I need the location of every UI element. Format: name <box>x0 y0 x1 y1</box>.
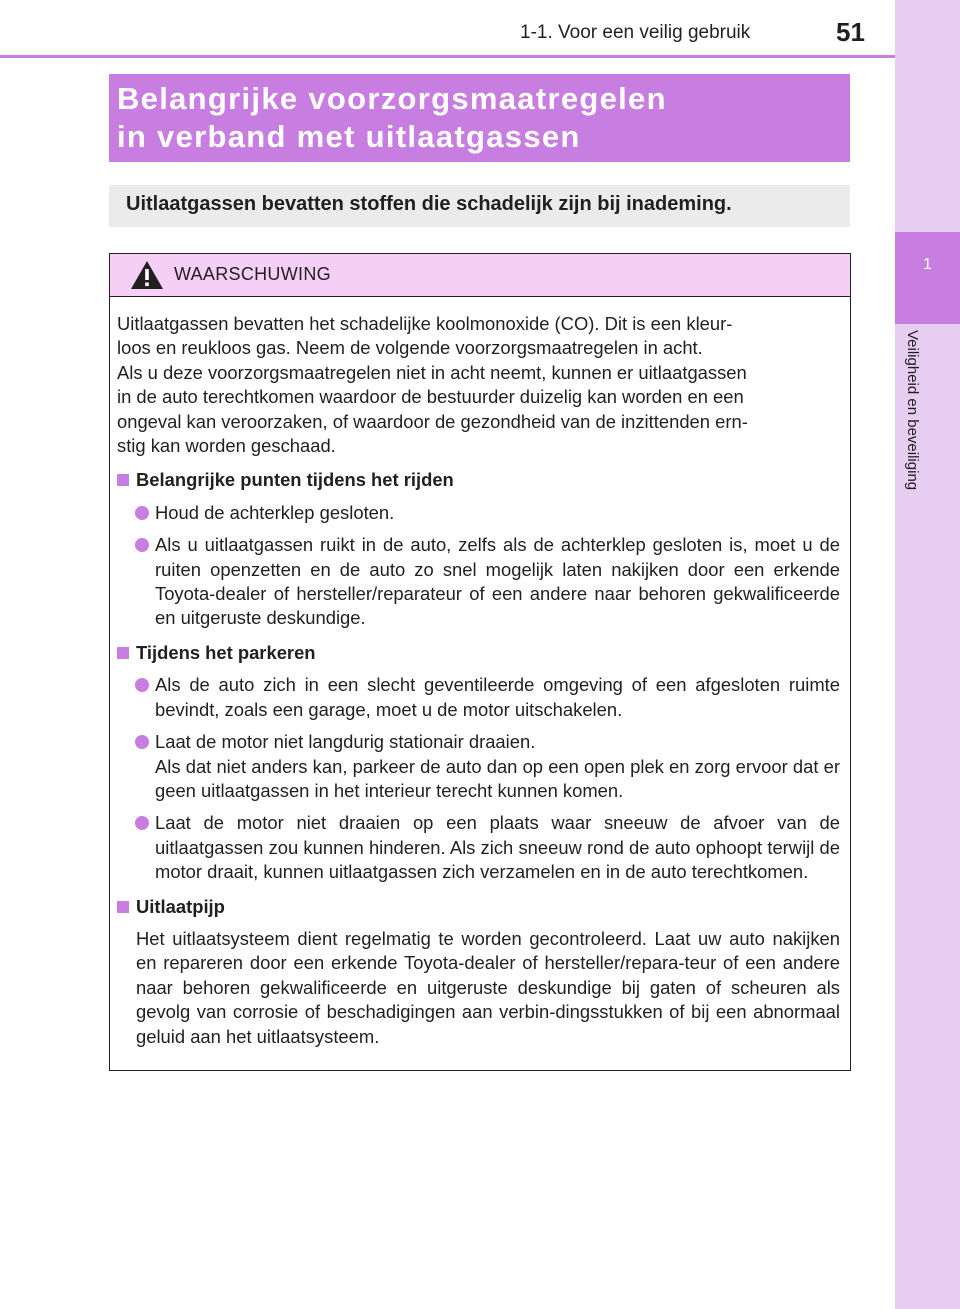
chapter-title: Veiligheid en beveiliging <box>904 330 921 491</box>
section-heading <box>117 641 840 665</box>
side-band <box>895 0 960 1309</box>
section-heading-text: Uitlaatpijp <box>136 895 225 917</box>
page-title <box>117 80 837 156</box>
section-heading <box>117 895 840 919</box>
list-item-text: Laat de motor niet draaien op een plaats waar sneeuw de afvoer van de uitlaatgassen zou kunnen hinderen. Als zich sneeuw rond de auto ophoopt terwijl de motor draait, kunnen uitlaatgassen zich verzamelen en in de auto terechtkomen. <box>155 812 840 883</box>
list-item <box>117 501 840 525</box>
list-item-text: Laat de motor niet langdurig stationair draaien. <box>155 731 536 753</box>
header-divider <box>0 55 895 58</box>
intro-line: in de auto terechtkomen waardoor de bestuurder duizelig kan worden en een <box>117 386 744 408</box>
page-number: 51 <box>836 17 865 47</box>
intro-text: Uitlaatgassen bevatten stoffen die schadelijk zijn bij inademing. <box>126 193 732 215</box>
chapter-label <box>901 330 923 560</box>
section-text: Het uitlaatsysteem dient regelmatig te worden gecontroleerd. Laat uw auto nakijken en repareren door een erkende Toyota-dealer of hersteller/repara-teur of een andere naar behoren gekwalificeerde en uitgeruste deskundige bij gaten of scheuren als gevolg van corrosie of beschadigingen aan verbin-dingsstukken of bij een abnormaal geluid aan het uitlaatsysteem. <box>136 927 840 1047</box>
list-item <box>117 533 840 631</box>
chapter-number: 1 <box>923 256 932 273</box>
title-line-2: in verband met uitlaatgassen <box>117 119 581 154</box>
square-bullet-icon <box>117 474 129 486</box>
list-item-text: Als de auto zich in een slecht geventileerde omgeving of een afgesloten ruimte bevindt, zoals een garage, moet u de motor uitschakelen. <box>155 674 840 720</box>
warning-header <box>110 254 850 297</box>
section-heading-text: Belangrijke punten tijdens het rijden <box>136 469 454 491</box>
list-item <box>117 811 840 884</box>
round-bullet-icon <box>135 816 149 830</box>
section-heading-text: Tijdens het parkeren <box>136 641 316 663</box>
round-bullet-icon <box>135 678 149 692</box>
warning-box <box>109 253 851 1071</box>
warning-label: WAARSCHUWING <box>174 264 331 284</box>
list-item <box>117 673 840 722</box>
intro-line: Uitlaatgassen bevatten het schadelijke koolmonoxide (CO). Dit is een kleur- <box>117 313 733 334</box>
round-bullet-icon <box>135 538 149 552</box>
warning-triangle-icon <box>130 260 164 290</box>
section-title: 1-1. Voor een veilig gebruik <box>520 22 751 43</box>
intro-line: loos en reukloos gas. Neem de volgende voorzorgsmaatregelen in acht. <box>117 337 703 359</box>
title-line-1: Belangrijke voorzorgsmaatregelen <box>117 81 667 116</box>
warning-intro <box>117 312 840 458</box>
intro-line: Als u deze voorzorgsmaatregelen niet in acht neemt, kunnen er uitlaatgassen <box>117 361 747 383</box>
warning-body <box>117 312 840 1049</box>
chapter-tab <box>895 232 960 324</box>
round-bullet-icon <box>135 735 149 749</box>
list-item <box>117 730 840 803</box>
section-heading <box>117 468 840 492</box>
list-item-text: Houd de achterklep gesloten. <box>155 501 395 523</box>
intro-line: stig kan worden geschaad. <box>117 435 336 457</box>
list-item-extra-text: Als dat niet anders kan, parkeer de auto dan op een open plek en zorg ervoor dat er geen uitlaatgassen in het interieur terecht kunnen komen. <box>155 755 840 801</box>
square-bullet-icon <box>117 647 129 659</box>
intro-line: ongeval kan veroorzaken, of waardoor de gezondheid van de inzittenden ern- <box>117 410 748 432</box>
list-item-text: Als u uitlaatgassen ruikt in de auto, zelfs als de achterklep gesloten is, moet u de ruiten openzetten en de auto zo snel mogelijk laten nakijken door een erkende Toyota-dealer of hersteller/reparateur of een andere naar behoren gekwalificeerde en uitgeruste deskundige. <box>155 534 840 629</box>
round-bullet-icon <box>135 506 149 520</box>
square-bullet-icon <box>117 901 129 913</box>
